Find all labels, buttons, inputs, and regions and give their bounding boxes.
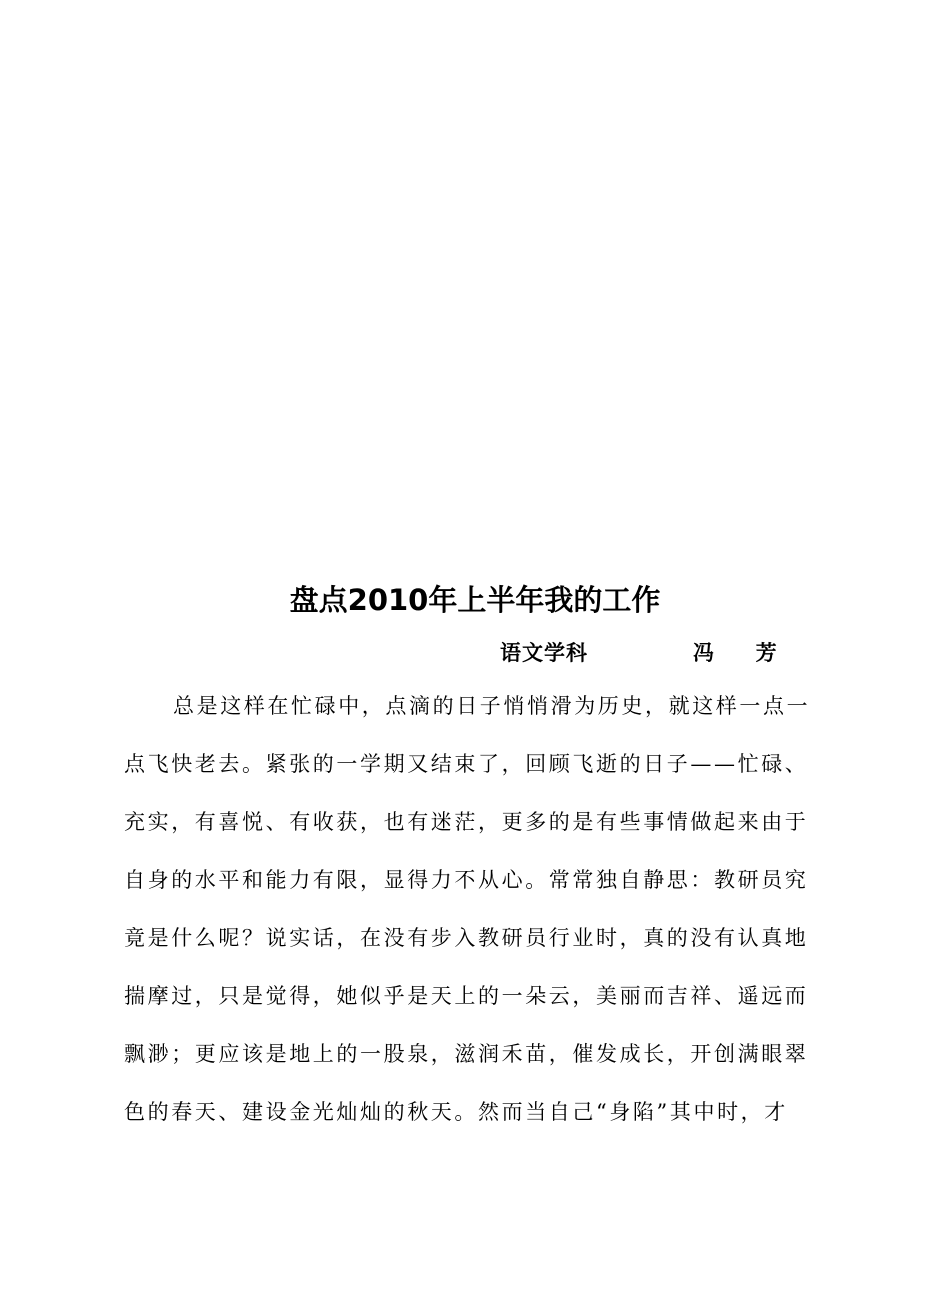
- paragraph-line: 竟是什么呢？说实话，在没有步入教研员行业时，真的没有认真地: [124, 926, 809, 950]
- subject-label: 语文学科: [500, 641, 588, 665]
- paragraph-line: 总是这样在忙碌中，点滴的日子悄悄滑为历史，就这样一点一: [173, 694, 811, 718]
- paragraph-line: 揣摩过，只是觉得，她似乎是天上的一朵云，美丽而吉祥、遥远而: [124, 984, 809, 1008]
- author-name: 冯 芳: [693, 641, 778, 665]
- paragraph-line: 色的春天、建设金光灿灿的秋天。然而当自己“身陷”其中时，才: [124, 1100, 788, 1124]
- paragraph-line: 点飞快老去。紧张的一学期又结束了，回顾飞逝的日子——忙碌、: [124, 752, 809, 776]
- paragraph-line: 飘渺；更应该是地上的一股泉，滋润禾苗，催发成长，开创满眼翠: [124, 1042, 809, 1066]
- paragraph-line: 充实，有喜悦、有收获，也有迷茫，更多的是有些事情做起来由于: [124, 810, 809, 834]
- body-paragraph: [124, 686, 824, 1150]
- paragraph-line: 自身的水平和能力有限，显得力不从心。常常独自静思：教研员究: [124, 868, 809, 892]
- document-title: 盘点2010年上半年我的工作: [289, 583, 661, 617]
